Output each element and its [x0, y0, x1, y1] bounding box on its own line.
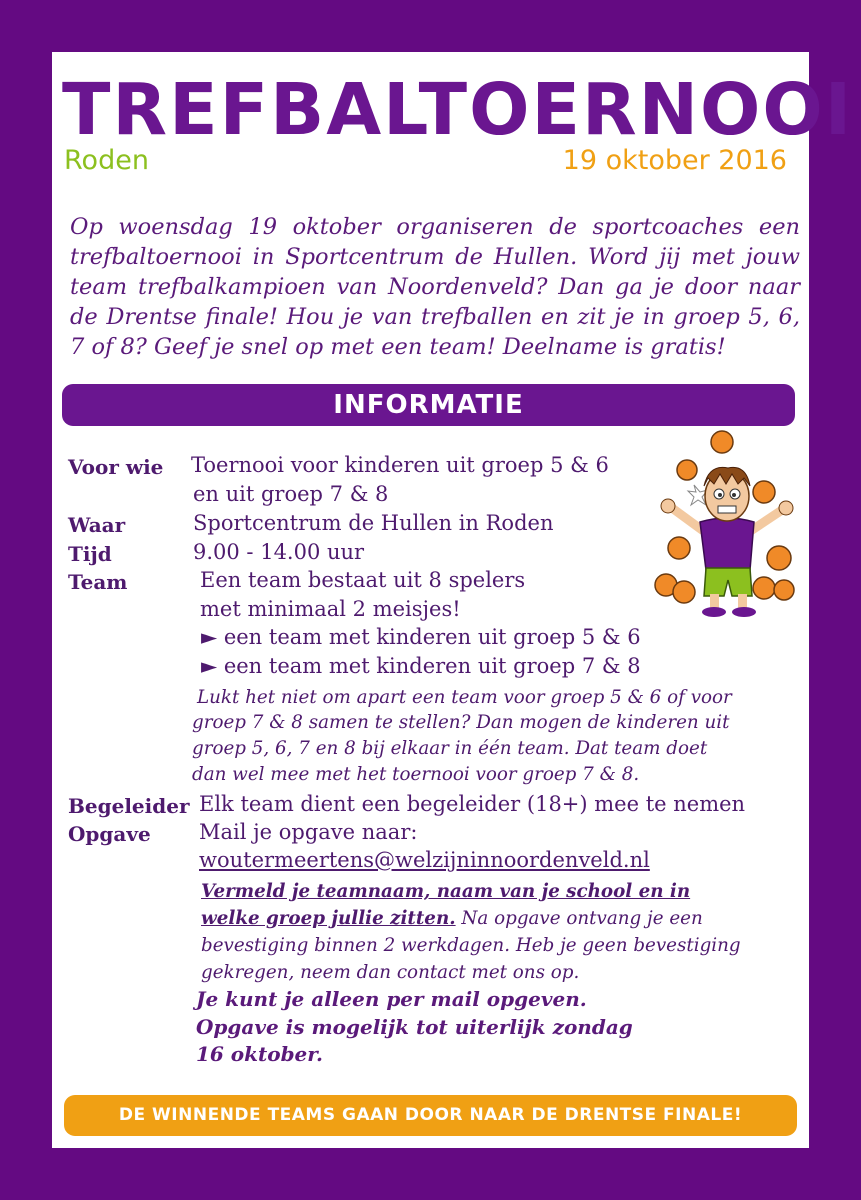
flyer-title: TREFBALTOERNOOI — [62, 68, 854, 151]
voor-wie-line-2: en uit groep 7 & 8 — [193, 482, 389, 506]
label-tijd: Tijd — [68, 542, 112, 566]
team-note-4: dan wel mee met het toernooi voor groep 7 & 8. — [192, 764, 640, 785]
tijd-value: 9.00 - 14.00 uur — [193, 540, 365, 564]
label-opgave: Opgave — [68, 822, 151, 846]
opgave-rest-line-4: gekregen, neem dan contact met ons op. — [201, 962, 580, 983]
closing-notes — [196, 986, 633, 1069]
label-team: Team — [68, 570, 128, 594]
ball-icon — [753, 481, 775, 503]
ball-icon — [677, 460, 697, 480]
opgave-instructions — [201, 878, 741, 986]
info-heading: INFORMATIE — [333, 390, 524, 420]
opgave-bold-line-1: Vermeld je teamnaam, naam van je school en in — [201, 881, 691, 902]
opgave-value: Mail je opgave naar: — [199, 820, 418, 844]
team-note-2: groep 7 & 8 samen te stellen? Dan mogen de kinderen uit — [192, 712, 730, 733]
ball-icon — [673, 581, 695, 603]
ball-icon — [774, 580, 794, 600]
email-link[interactable]: woutermeertens@welzijninnoordenveld.nl — [199, 848, 650, 872]
flyer-sheet — [52, 52, 854, 1148]
closing-line-3: 16 oktober. — [196, 1042, 323, 1066]
ball-icon — [767, 546, 791, 570]
voor-wie-line-1: Toernooi voor kinderen uit groep 5 & 6 — [191, 453, 609, 477]
label-begeleider: Begeleider — [68, 794, 190, 818]
opgave-bold-line-2: welke groep jullie zitten. — [201, 908, 456, 929]
closing-line-1: Je kunt je alleen per mail opgeven. — [196, 987, 587, 1011]
team-line-1: Een team bestaat uit 8 spelers — [200, 568, 526, 592]
event-date: 19 oktober 2016 — [562, 145, 787, 176]
team-bullet-1: ► een team met kinderen uit groep 5 & 6 — [201, 625, 641, 649]
label-waar: Waar — [68, 513, 126, 537]
intro-paragraph: Op woensdag 19 oktober organiseren de sportcoaches een trefbaltoernooi in Sportcentrum de Hullen. Word jij met jouw team trefbalkampioen van Noordenveld? Dan ga je door naar de Drentse finale! Hou je van trefballen en zit je in groep 5, 6, 7 of 8? Geef je snel op met een team! Deelname is gratis! — [70, 214, 800, 360]
ball-icon — [711, 431, 733, 453]
team-line-2: met minimaal 2 meisjes! — [200, 597, 461, 621]
label-voor-wie: Voor wie — [68, 455, 164, 479]
opgave-rest-line-3: bevestiging binnen 2 werkdagen. Heb je geen bevestiging — [201, 935, 741, 956]
dodgeball-kid-illustration — [634, 430, 804, 620]
opgave-rest-line-2: Na opgave ontvang je een — [455, 908, 703, 929]
waar-value: Sportcentrum de Hullen in Roden — [193, 511, 554, 535]
closing-line-2: Opgave is mogelijk tot uiterlijk zondag — [196, 1014, 633, 1039]
team-note-1: Lukt het niet om apart een team voor groep 5 & 6 of voor — [197, 687, 732, 708]
team-bullet-2: ► een team met kinderen uit groep 7 & 8 — [201, 654, 641, 678]
finale-banner — [64, 1095, 797, 1136]
event-location: Roden — [64, 145, 149, 176]
begeleider-value: Elk team dient een begeleider (18+) mee te nemen — [199, 792, 746, 816]
team-note-3: groep 5, 6, 7 en 8 bij elkaar in één team. Dat team doet — [192, 738, 708, 759]
ball-icon — [668, 537, 690, 559]
finale-banner-text: DE WINNENDE TEAMS GAAN DOOR NAAR DE DRENTSE FINALE! — [118, 1105, 743, 1125]
ball-icon — [753, 577, 775, 599]
